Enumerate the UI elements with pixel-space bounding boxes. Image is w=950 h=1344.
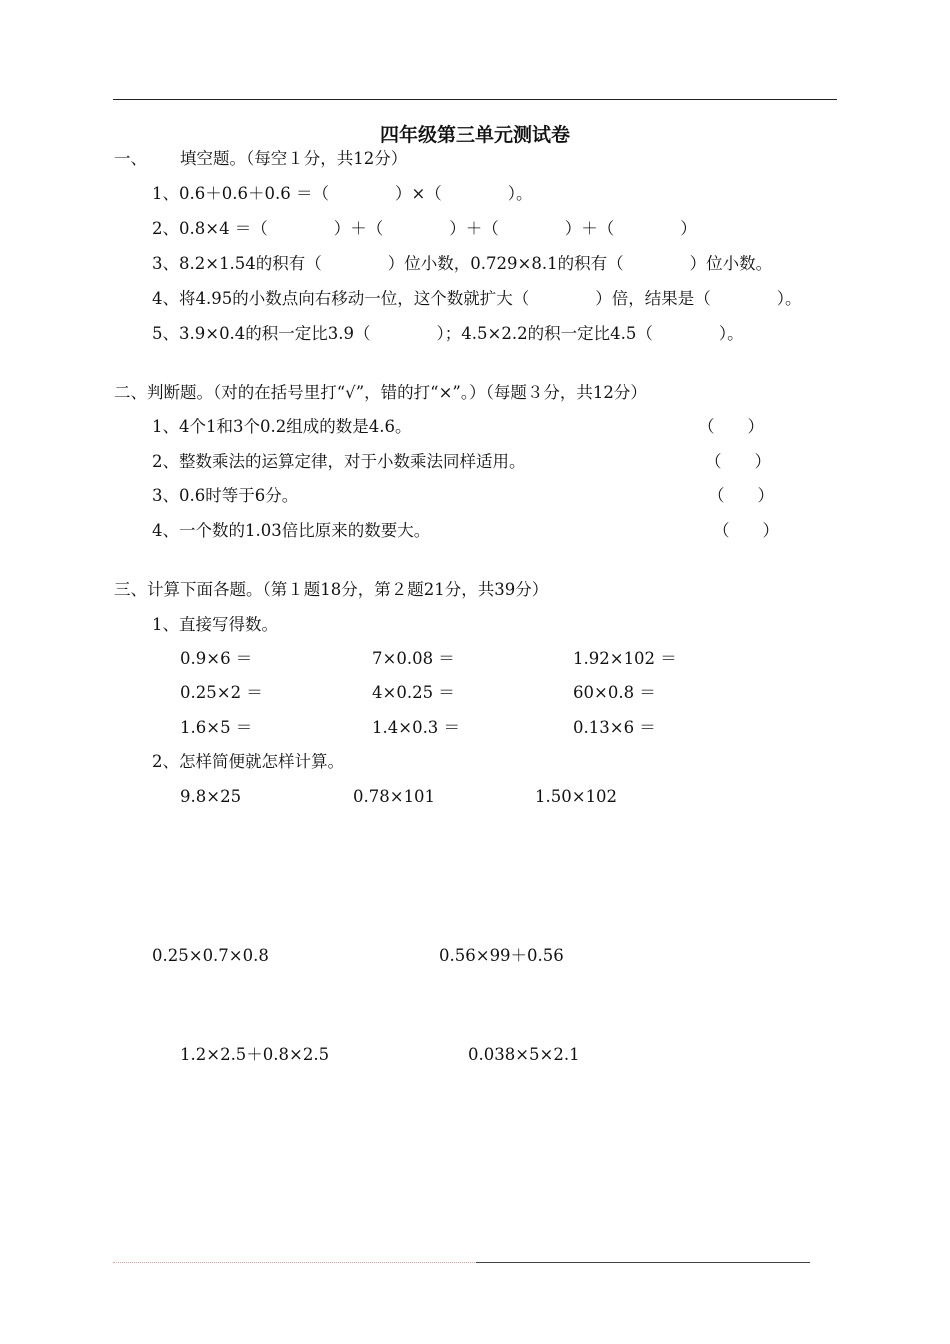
simplify-item: 0.25×0.7×0.8 — [152, 946, 269, 965]
judge-bracket-3: （ ） — [708, 486, 774, 505]
section2-heading: 二、判断题。（对的在括号里打“√”，错的打“×”。）（每题３分，共12分） — [114, 383, 647, 402]
fill-blank-item-2: 2、0.8×4 ＝（ ）＋（ ）＋（ ）＋（ ） — [152, 219, 697, 238]
header-rule — [113, 99, 837, 100]
direct-calc-label: 1、直接写得数。 — [152, 615, 278, 634]
simplify-item: 9.8×25 — [180, 787, 242, 806]
judge-item-1: 1、4个1和3个0.2组成的数是4.6。 — [152, 417, 412, 436]
calc-item: 1.92×102 ＝ — [573, 649, 677, 668]
section3-heading: 三、计算下面各题。（第１题18分，第２题21分，共39分） — [114, 580, 549, 599]
section1-number: 一、 — [114, 149, 147, 168]
simplify-item: 0.038×5×2.1 — [468, 1045, 580, 1064]
calc-item: 0.9×6 ＝ — [180, 649, 253, 668]
simplify-item: 1.2×2.5＋0.8×2.5 — [180, 1045, 330, 1064]
calc-item: 7×0.08 ＝ — [372, 649, 455, 668]
judge-item-2: 2、整数乘法的运算定律，对于小数乘法同样适用。 — [152, 452, 526, 471]
fill-blank-item-3: 3、8.2×1.54的积有（ ）位小数，0.729×8.1的积有（ ）位小数。 — [152, 254, 773, 273]
simplify-item: 1.50×102 — [535, 787, 618, 806]
calc-item: 60×0.8 ＝ — [573, 683, 656, 702]
judge-bracket-2: （ ） — [705, 452, 771, 471]
calc-item: 0.13×6 ＝ — [573, 718, 656, 737]
section1-heading: 填空题。（每空１分，共12分） — [180, 149, 408, 168]
footer-dotted-rule — [113, 1262, 475, 1263]
fill-blank-item-5: 5、3.9×0.4的积一定比3.9（ ）；4.5×2.2的积一定比4.5（ ）。 — [152, 324, 744, 343]
fill-blank-item-4: 4、将4.95的小数点向右移动一位，这个数就扩大（ ）倍，结果是（ ）。 — [152, 289, 802, 308]
calc-item: 1.6×5 ＝ — [180, 718, 253, 737]
footer-rule — [476, 1262, 810, 1263]
judge-bracket-1: （ ） — [698, 417, 764, 436]
judge-item-4: 4、一个数的1.03倍比原来的数要大。 — [152, 521, 431, 540]
calc-item: 0.25×2 ＝ — [180, 683, 263, 702]
page-title: 四年级第三单元测试卷 — [379, 124, 570, 146]
calc-item: 4×0.25 ＝ — [372, 683, 455, 702]
simplify-item: 0.56×99＋0.56 — [439, 946, 564, 965]
simplify-item: 0.78×101 — [353, 787, 436, 806]
judge-item-3: 3、0.6时等于6分。 — [152, 486, 299, 505]
simplify-calc-label: 2、怎样简便就怎样计算。 — [152, 752, 344, 771]
calc-item: 1.4×0.3 ＝ — [372, 718, 461, 737]
judge-bracket-4: （ ） — [713, 521, 779, 540]
fill-blank-item-1: 1、0.6＋0.6＋0.6 ＝（ ）×（ ）。 — [152, 184, 533, 203]
